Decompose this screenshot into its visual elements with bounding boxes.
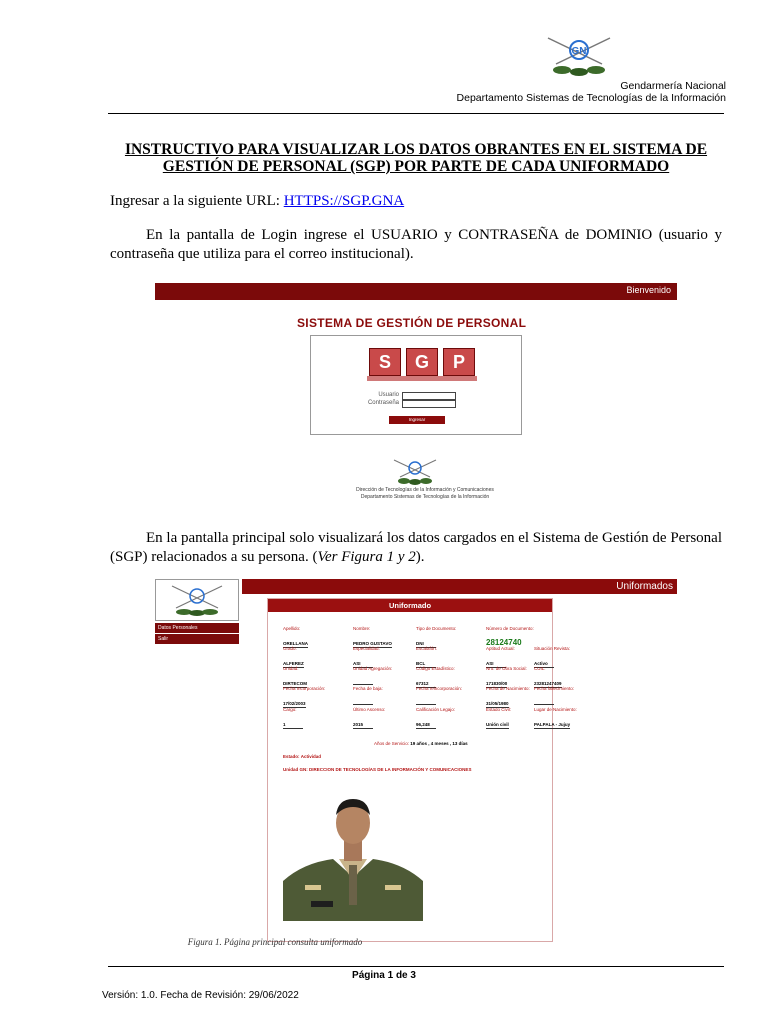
- footer-rule: [108, 966, 724, 967]
- figure-reference: Ver Figura 1 y 2: [317, 549, 416, 565]
- header-rule: [108, 113, 724, 114]
- field-label: Especialidad:: [353, 646, 380, 651]
- field-label: Código Estadístico:: [416, 666, 455, 671]
- field-value: PEDRO GUSTAVO: [353, 641, 392, 646]
- svg-text:GN: GN: [571, 46, 587, 57]
- field-value: ASI: [353, 661, 373, 668]
- field-value: 2015: [353, 722, 373, 729]
- service-years: [374, 741, 468, 747]
- main-screen-paragraph: [110, 529, 722, 567]
- login-paragraph: En la pantalla de Login ingrese el USUARIO y CONTRASEÑA de DOMINIO (usuario y contraseña que utiliza para el correo institucional).: [110, 227, 722, 262]
- main-para-text: En la pantalla principal solo visualizará los datos cargados en el Sistema de Gestión de Personal (SGP) relacionados a su persona. (: [110, 530, 722, 565]
- field-value: BCL: [416, 661, 436, 668]
- login-screenshot: [155, 279, 677, 509]
- field-label: Tipo de Documento:: [416, 626, 457, 631]
- field-label: Unidad:: [283, 666, 299, 671]
- login-footer: [295, 487, 555, 501]
- field-label: CUIL:: [534, 666, 546, 671]
- field-label: Fecha fallecimiento:: [534, 686, 575, 691]
- field-value: [534, 704, 554, 705]
- user-label: Usuario: [378, 392, 399, 398]
- header-organization: [400, 80, 726, 104]
- uniformado-screenshot: [155, 579, 677, 939]
- field-label: Lugar de Nacimiento:: [534, 707, 577, 712]
- banner-text: Uniformados: [616, 581, 673, 592]
- state-value: Actividad: [300, 754, 322, 759]
- sgp-logo-underline: [367, 376, 477, 381]
- field-value: 23281247409: [534, 681, 562, 686]
- field-label: Grado:: [283, 646, 297, 651]
- sgp-letter: P: [443, 348, 475, 376]
- unit-value: DIRECCION DE TECNOLOGÍAS DE LA INFORMACIÓN Y COMUNICACIONES: [309, 767, 472, 772]
- uniformado-photo: [283, 781, 423, 921]
- login-top-bar: [155, 283, 677, 300]
- version-info: Versión: 1.0. Fecha de Revisión: 29/06/2022: [102, 990, 299, 1001]
- field-value: 17/02/2003: [283, 701, 306, 706]
- sidebar-emblem: [156, 580, 238, 620]
- department-name: Departamento Sistemas de Tecnologías de la Información: [456, 92, 726, 104]
- unit-label: Unidad GN:: [283, 767, 308, 772]
- dtic-emblem: [390, 457, 440, 490]
- field-value: 28124740: [486, 638, 522, 647]
- field-label: Cargo:: [283, 707, 297, 712]
- field-label: Fecha de baja:: [353, 686, 383, 691]
- system-title: SISTEMA DE GESTIÓN DE PERSONAL: [297, 316, 527, 330]
- service-years-value: 19 años , 4 meses , 13 días: [410, 741, 468, 746]
- field-value: 1: [283, 722, 303, 729]
- field-value: ASI: [486, 661, 506, 668]
- menu-salir[interactable]: Salir: [155, 634, 239, 644]
- field-value: Unión civil: [486, 722, 509, 727]
- password-label: Contraseña: [367, 400, 399, 406]
- login-footer-line-2: Departamento Sistemas de Tecnologías de la Información: [360, 494, 490, 500]
- title-line-2: GESTIÓN DE PERSONAL (SGP) POR PARTE DE CADA UNIFORMADO: [162, 158, 670, 175]
- field-label: Apellido:: [283, 626, 301, 631]
- password-input[interactable]: [402, 400, 456, 408]
- field-item: [353, 707, 419, 731]
- field-label: Unidad Agregación:: [353, 666, 393, 671]
- field-item: [283, 707, 349, 731]
- field-label: Situación Revista:: [534, 646, 571, 651]
- field-label: Escalafón:: [416, 646, 438, 651]
- main-top-bar: [242, 579, 677, 594]
- main-para-end: ).: [415, 549, 425, 565]
- field-value: [353, 704, 373, 705]
- uniformado-panel: [267, 598, 577, 942]
- sgp-letter: S: [369, 348, 401, 376]
- welcome-text: Bienvenido: [626, 285, 671, 295]
- field-item: [416, 707, 482, 731]
- user-input[interactable]: [402, 392, 456, 400]
- url-intro: Ingresar a la siguiente URL:: [110, 193, 284, 209]
- unit-row: [283, 767, 471, 773]
- panel-title: Uniformado: [268, 599, 552, 612]
- gendarmeria-emblem: [540, 34, 618, 80]
- field-value: ALFEREZ: [283, 661, 304, 666]
- field-value: [353, 684, 373, 685]
- login-box: [310, 335, 522, 435]
- login-footer-line-1: Dirección de Tecnologías de la Información y Comunicaciones: [356, 487, 494, 493]
- field-value: Activo: [534, 661, 554, 668]
- document-title: [110, 141, 722, 175]
- sidebar-logo-box: [155, 579, 239, 621]
- field-value: DNI: [416, 641, 436, 648]
- field-value: DIRTECOM: [283, 681, 307, 686]
- field-label: Nombre:: [353, 626, 371, 631]
- field-item: [534, 707, 600, 731]
- service-years-label: Años de Servicio:: [374, 741, 410, 746]
- field-label: Último Ascenso:: [353, 707, 386, 712]
- field-value: 67312: [416, 681, 436, 688]
- sgp-letter: G: [406, 348, 438, 376]
- title-line-1: INSTRUCTIVO PARA VISUALIZAR LOS DATOS OBRANTES EN EL SISTEMA DE: [124, 141, 708, 158]
- sgp-logo: [369, 348, 480, 376]
- field-label: Nro. de Obra Social:: [486, 666, 527, 671]
- field-label: Calificación Legajo:: [416, 707, 456, 712]
- org-name: Gendarmería Nacional: [620, 80, 726, 92]
- login-button[interactable]: Ingresar: [389, 416, 445, 424]
- page-number: Página 1 de 3: [352, 970, 416, 981]
- field-label: Fecha reincorporación:: [416, 686, 463, 691]
- field-value: 171830/00: [486, 681, 508, 686]
- sidebar-menu: [155, 623, 239, 645]
- field-value: 96,248: [416, 722, 436, 729]
- field-value: 31/05/1980: [486, 701, 509, 706]
- field-label: Número de Documento:: [486, 626, 534, 631]
- state-row: [283, 754, 321, 760]
- field-value: ORELLANA: [283, 641, 308, 646]
- field-value: PALPALA - Jujuy: [534, 722, 571, 727]
- field-label: Aptitud Actual:: [486, 646, 515, 651]
- field-value: [416, 704, 436, 705]
- field-label: Estado Civil:: [486, 707, 512, 712]
- field-label: Fecha de Nacimiento:: [486, 686, 530, 691]
- field-label: Fecha Incorporación:: [283, 686, 326, 691]
- menu-datos-personales[interactable]: Datos Personales: [155, 623, 239, 633]
- sgp-url-link[interactable]: HTTPS://SGP.GNA: [283, 193, 405, 209]
- url-paragraph: [110, 192, 722, 211]
- state-label: Estado:: [283, 754, 300, 759]
- figure-caption: Figura 1. Página principal consulta uniformado: [187, 937, 363, 947]
